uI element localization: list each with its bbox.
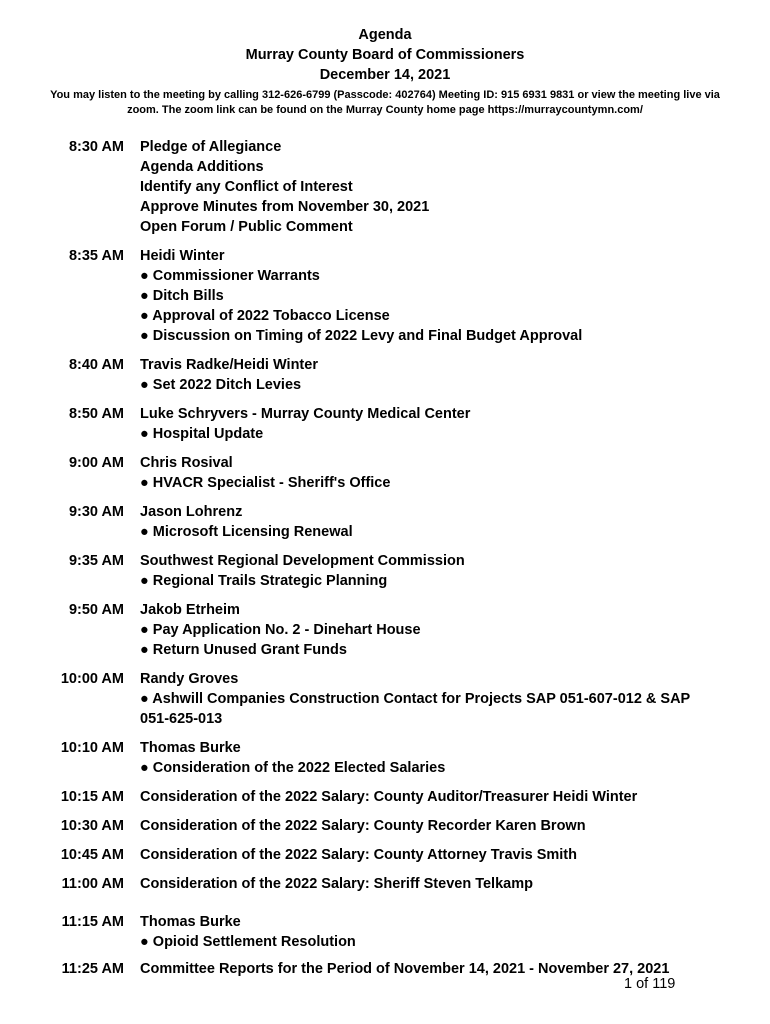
agenda-time: 10:30 AM [60, 818, 124, 834]
agenda-item [0, 845, 770, 865]
agenda-time: 11:15 AM [61, 914, 124, 930]
agenda-body [140, 787, 730, 807]
agenda-line: Consideration of the 2022 Salary: County Attorney Travis Smith [140, 847, 577, 863]
agenda-time: 9:50 AM [68, 602, 124, 618]
board-name: Murray County Board of Commissioners [245, 47, 525, 63]
agenda-line: ● Ashwill Companies Construction Contact for Projects SAP 051-607-012 & SAP [140, 691, 691, 707]
agenda-line: Pledge of Allegiance [140, 139, 282, 155]
agenda-body [140, 355, 730, 395]
agenda-line: ● Approval of 2022 Tobacco License [140, 308, 390, 324]
agenda-list [0, 128, 770, 979]
agenda-time: 8:35 AM [68, 248, 124, 264]
agenda-time: 9:30 AM [68, 504, 124, 520]
agenda-body [140, 874, 730, 894]
agenda-item [0, 404, 770, 444]
agenda-time: 8:40 AM [68, 357, 124, 373]
agenda-line: Travis Radke/Heidi Winter [140, 357, 318, 373]
agenda-item [0, 502, 770, 542]
agenda-line: Open Forum / Public Comment [140, 219, 353, 235]
agenda-time: 11:00 AM [61, 876, 124, 892]
agenda-line: Heidi Winter [140, 248, 225, 264]
agenda-item [0, 738, 770, 778]
agenda-time: 10:00 AM [60, 671, 124, 687]
agenda-line: ● Commissioner Warrants [140, 268, 320, 284]
agenda-line: ● HVACR Specialist - Sheriff's Office [140, 475, 391, 491]
agenda-item [0, 816, 770, 836]
agenda-line: ● Opioid Settlement Resolution [140, 934, 356, 950]
agenda-line: 051-625-013 [140, 711, 223, 727]
agenda-line: Consideration of the 2022 Salary: Sheriff Steven Telkamp [140, 876, 533, 892]
agenda-line: Identify any Conflict of Interest [140, 179, 353, 195]
agenda-item [0, 246, 770, 346]
agenda-time: 8:50 AM [68, 406, 124, 422]
agenda-body [140, 816, 730, 836]
agenda-body [140, 738, 730, 778]
agenda-item [0, 874, 770, 894]
agenda-line: Luke Schryvers - Murray County Medical Center [140, 406, 471, 422]
agenda-body [140, 912, 730, 952]
agenda-body [140, 502, 730, 542]
agenda-line: ● Ditch Bills [140, 288, 224, 304]
agenda-item [0, 355, 770, 395]
agenda-body [140, 551, 730, 591]
agenda-line: Randy Groves [140, 671, 239, 687]
agenda-line: ● Return Unused Grant Funds [140, 642, 347, 658]
agenda-line: Committee Reports for the Period of November 14, 2021 - November 27, 2021 [140, 961, 670, 977]
agenda-body [140, 404, 730, 444]
agenda-time: 9:00 AM [68, 455, 124, 471]
agenda-item [0, 600, 770, 660]
agenda-body [140, 137, 730, 237]
agenda-title: Agenda [358, 27, 412, 43]
agenda-line: ● Discussion on Timing of 2022 Levy and Final Budget Approval [140, 328, 583, 344]
page-number: 1 of 119 [624, 976, 676, 992]
agenda-item [0, 669, 770, 729]
agenda-item [0, 551, 770, 591]
agenda-line: Thomas Burke [140, 740, 241, 756]
agenda-time: 11:25 AM [61, 961, 124, 977]
agenda-time: 9:35 AM [68, 553, 124, 569]
agenda-line: Jakob Etrheim [140, 602, 240, 618]
agenda-line: ● Set 2022 Ditch Levies [140, 377, 302, 393]
agenda-item [0, 912, 770, 952]
agenda-time: 10:15 AM [60, 789, 124, 805]
agenda-item [0, 453, 770, 493]
agenda-body [140, 246, 730, 346]
agenda-time: 8:30 AM [68, 139, 124, 155]
agenda-time: 10:10 AM [60, 740, 124, 756]
agenda-line: Southwest Regional Development Commission [140, 553, 465, 569]
agenda-body [140, 600, 730, 660]
agenda-line: Agenda Additions [140, 159, 264, 175]
agenda-header [0, 0, 770, 118]
agenda-body [140, 669, 730, 729]
agenda-line: ● Consideration of the 2022 Elected Salaries [140, 760, 446, 776]
agenda-line: Chris Rosival [140, 455, 233, 471]
agenda-line: Consideration of the 2022 Salary: County Recorder Karen Brown [140, 818, 586, 834]
meeting-date: December 14, 2021 [319, 67, 451, 83]
agenda-time: 10:45 AM [60, 847, 124, 863]
agenda-body [140, 845, 730, 865]
agenda-line: Jason Lohrenz [140, 504, 243, 520]
agenda-body [140, 453, 730, 493]
agenda-line: Consideration of the 2022 Salary: County Auditor/Treasurer Heidi Winter [140, 789, 638, 805]
meeting-notice: You may listen to the meeting by calling 312-626-6799 (Passcode: 402764) Meeting ID: 915 6931 9831 or view the meeting live via zoom. The zoom link can be found on the Murray County home page https://murraycountymn.com/ [50, 89, 720, 116]
agenda-line: ● Hospital Update [140, 426, 264, 442]
agenda-line: Thomas Burke [140, 914, 241, 930]
agenda-line: Approve Minutes from November 30, 2021 [140, 199, 430, 215]
agenda-item [0, 787, 770, 807]
agenda-line: ● Regional Trails Strategic Planning [140, 573, 388, 589]
agenda-item [0, 137, 770, 237]
agenda-line: ● Pay Application No. 2 - Dinehart House [140, 622, 421, 638]
agenda-line: ● Microsoft Licensing Renewal [140, 524, 353, 540]
